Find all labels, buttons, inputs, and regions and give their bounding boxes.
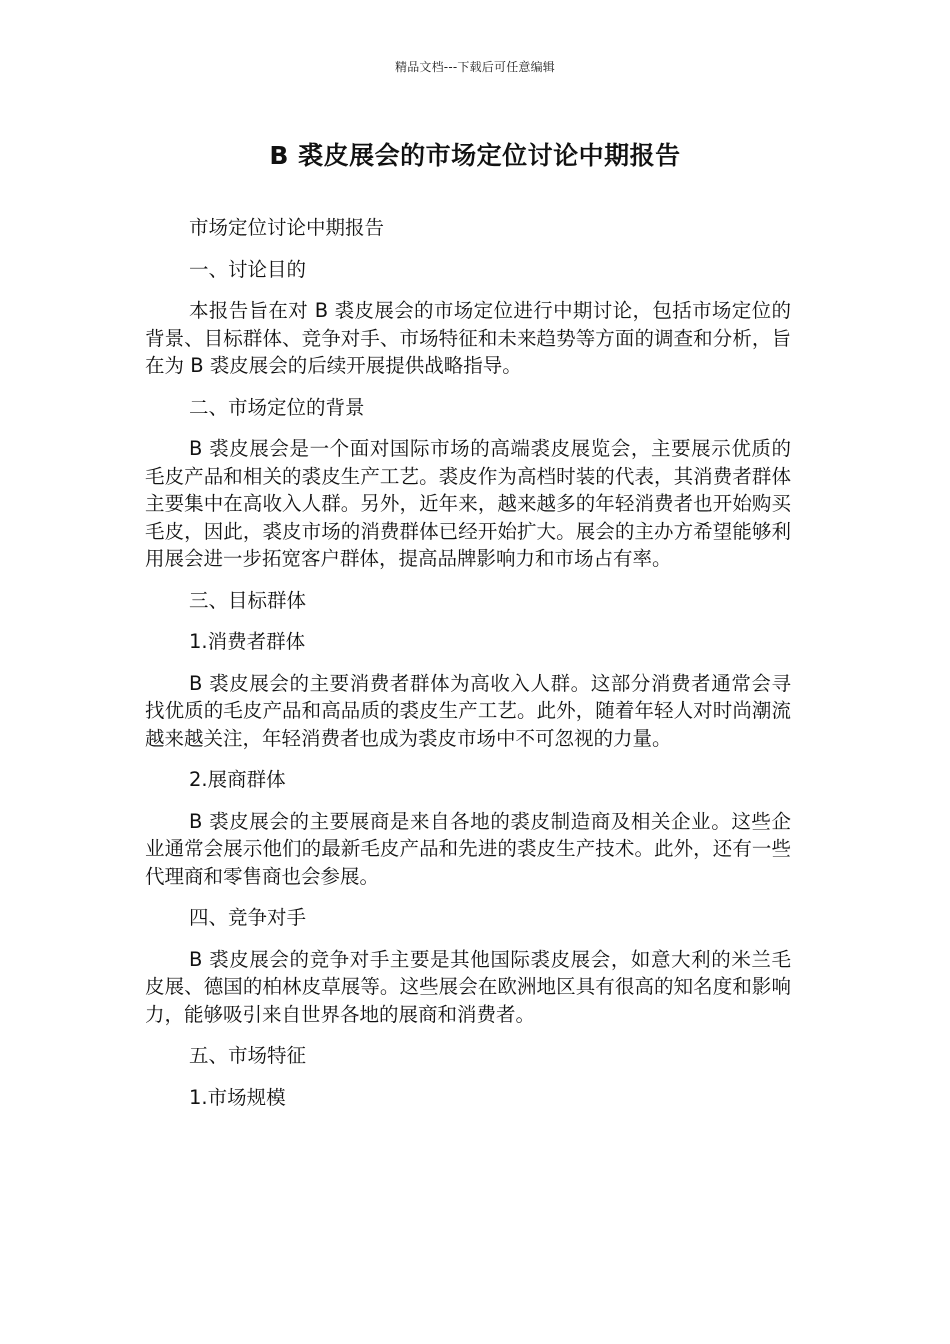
section-heading-target-groups: 三、目标群体: [189, 588, 307, 612]
document-title: B 裘皮展会的市场定位讨论中期报告: [269, 141, 681, 170]
subheading-exhibitor-group: 2.展商群体: [189, 768, 286, 791]
report-subtitle: 市场定位讨论中期报告: [189, 216, 385, 239]
paragraph-exhibitor-group: B 裘皮展会的主要展商是来自各地的裘皮制造商及相关企业。这些企业通常会展示他们的最新毛皮产品和先进的裘皮生产技术。此外，还有一些代理商和零售商也会参展。: [145, 809, 791, 888]
paragraph-consumer-group: B 裘皮展会的主要消费者群体为高收入人群。这部分消费者通常会寻找优质的毛皮产品和高品质的裘皮生产工艺。此外，随着年轻人对时尚潮流越来越关注，年轻消费者也成为裘皮市场中不可忽视的力量。: [145, 671, 791, 750]
section-heading-background: 二、市场定位的背景: [189, 395, 365, 419]
section-heading-competitors: 四、竞争对手: [189, 906, 307, 929]
section-heading-purpose: 一、讨论目的: [189, 257, 307, 281]
paragraph-competitors: B 裘皮展会的竞争对手主要是其他国际裘皮展会，如意大利的米兰毛皮展、德国的柏林皮草展等。这些展会在欧洲地区具有很高的知名度和影响力，能够吸引来自世界各地的展商和消费者。: [145, 947, 791, 1026]
page-header-note: 精品文档---下载后可任意编辑: [395, 60, 555, 74]
section-heading-market-features: 五、市场特征: [189, 1044, 307, 1067]
paragraph-purpose: 本报告旨在对 B 裘皮展会的市场定位进行中期讨论，包括市场定位的背景、目标群体、竞争对手、市场特征和未来趋势等方面的调查和分析，旨在为 B 裘皮展会的后续开展提供战略指导。: [145, 299, 791, 377]
paragraph-background: B 裘皮展会是一个面对国际市场的高端裘皮展览会，主要展示优质的毛皮产品和相关的裘皮生产工艺。裘皮作为高档时装的代表，其消费者群体主要集中在高收入人群。另外，近年来，越来越多的年轻消费者也开始购买毛皮，因此，裘皮市场的消费群体已经开始扩大。展会的主办方希望能够利用展会进一步拓宽客户群体，提高品牌影响力和市场占有率。: [145, 437, 791, 570]
subheading-market-size: 1.市场规模: [189, 1085, 286, 1109]
document-body: [145, 214, 791, 1125]
subheading-consumer-group: 1.消费者群体: [189, 630, 306, 653]
